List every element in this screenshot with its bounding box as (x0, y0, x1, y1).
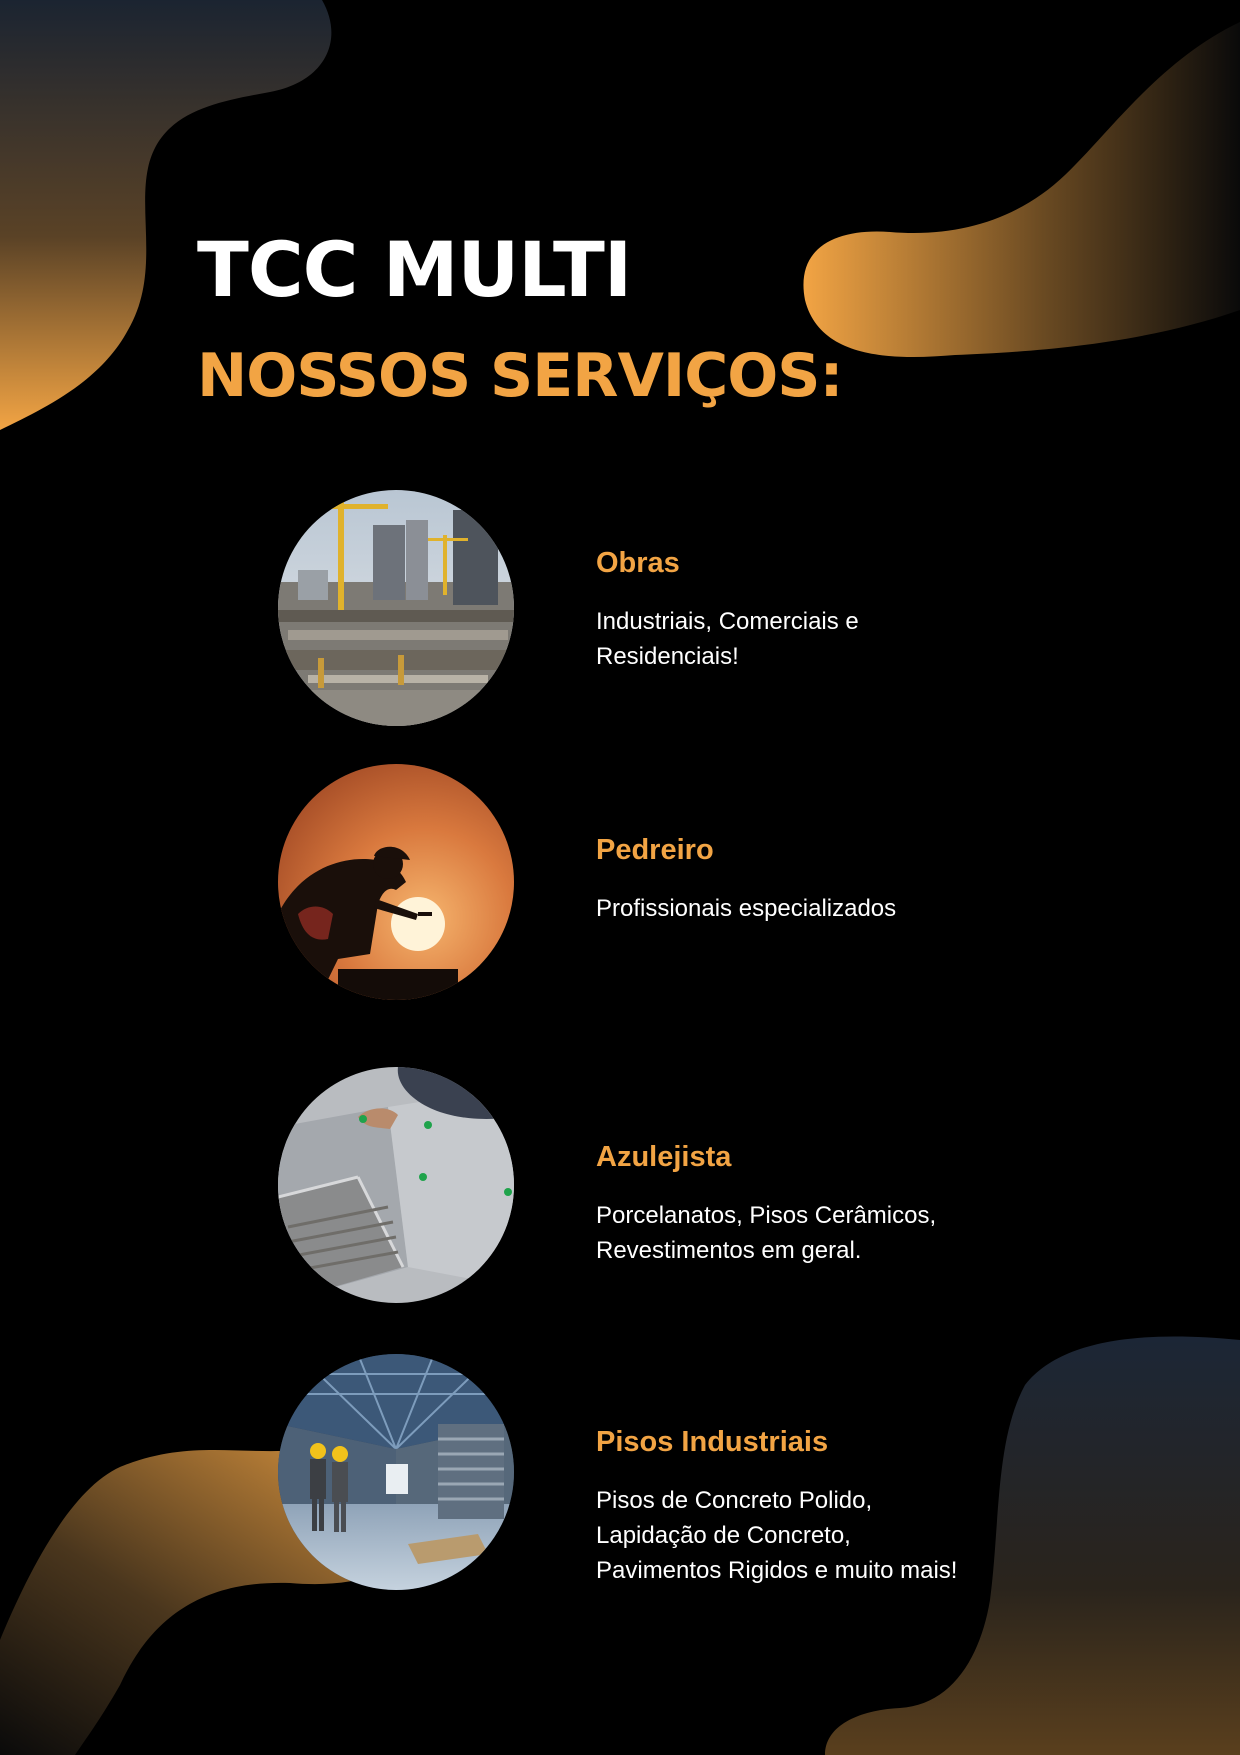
industrial-warehouse-photo (278, 1354, 514, 1590)
service-description-line: Porcelanatos, Pisos Cerâmicos, (596, 1202, 937, 1229)
service-description-line: Residenciais! (596, 643, 739, 670)
service-description-line: Pisos de Concreto Polido, (596, 1487, 873, 1514)
service-description-pisos-industriais (596, 1483, 957, 1588)
tile-laying-photo (278, 1067, 514, 1303)
service-description-line: Revestimentos em geral. (596, 1237, 862, 1264)
service-description-line: Profissionais especializados (596, 895, 897, 922)
service-title-obras: Obras (596, 547, 680, 579)
service-description-azulejista (596, 1198, 936, 1268)
page-title: TCC MULTI (197, 225, 632, 314)
service-description-obras (596, 604, 859, 674)
construction-site-photo (278, 490, 514, 726)
service-description-line: Pavimentos Rigidos e muito mais! (596, 1557, 958, 1584)
service-description-line: Industriais, Comerciais e (596, 608, 859, 635)
service-description-pedreiro (596, 891, 896, 926)
blob-top-right (803, 22, 1240, 357)
service-title-pedreiro: Pedreiro (596, 834, 714, 866)
bricklayer-sunset-photo (278, 764, 514, 1000)
service-description-line: Lapidação de Concreto, (596, 1522, 851, 1549)
service-title-pisos-industriais: Pisos Industriais (596, 1426, 829, 1458)
service-title-azulejista: Azulejista (596, 1141, 732, 1173)
page-subtitle: NOSSOS SERVIÇOS: (197, 341, 843, 411)
